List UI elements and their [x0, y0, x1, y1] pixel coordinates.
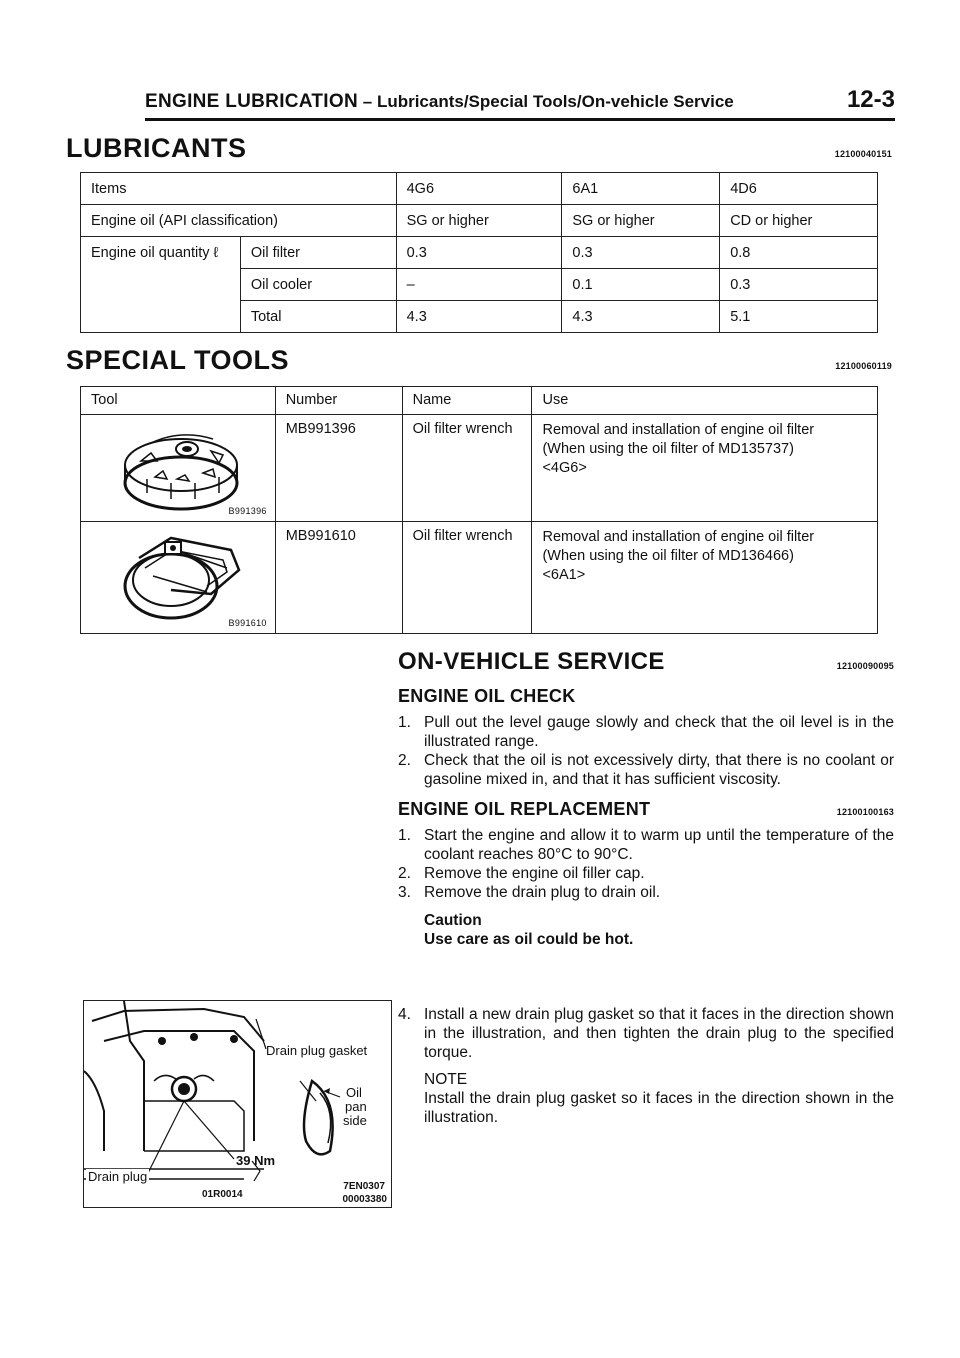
figure-code-left: 01R0014 [202, 1189, 243, 1200]
torque-label: 39 Nm [236, 1153, 276, 1168]
table-cell: Oil filter wrench [402, 415, 532, 522]
table-cell: 4.3 [396, 301, 562, 333]
table-cell: Oil cooler [240, 269, 396, 301]
special-tools-title: SPECIAL TOOLS [66, 345, 290, 375]
step-number: 1. [398, 714, 411, 731]
oil-replacement-code: 12100100163 [836, 807, 894, 817]
oil-replacement-steps-cont [398, 1005, 894, 1062]
tool-use-line: Removal and installation of engine oil filter [542, 422, 815, 438]
oil-filter-wrench-band-icon [111, 528, 251, 628]
table-cell: 0.8 [720, 237, 878, 269]
figure-code-right-1: 7EN0307 [343, 1181, 385, 1192]
table-row [81, 205, 878, 237]
list-item [398, 1005, 894, 1062]
step-number: 2. [398, 752, 411, 769]
table-row [81, 522, 878, 634]
table-cell: Tool [81, 387, 276, 415]
drain-plug-figure [83, 1000, 392, 1208]
oil-label: Oil [346, 1085, 362, 1100]
special-tools-code: 12100060119 [835, 361, 892, 371]
lubricants-table [80, 172, 878, 333]
special-tools-table [80, 386, 878, 634]
tool-image-cell [81, 415, 276, 522]
tool-image-code: B991396 [228, 506, 267, 516]
list-item [398, 751, 894, 789]
table-cell: 0.3 [720, 269, 878, 301]
tool-image-cell [81, 522, 276, 634]
table-cell: Oil filter [240, 237, 396, 269]
lubricants-heading [66, 133, 892, 164]
table-cell: MB991610 [275, 522, 402, 634]
table-row [81, 237, 878, 269]
page-number: 12-3 [846, 86, 895, 113]
tool-use-line: <6A1> [542, 567, 586, 583]
table-cell: Engine oil (API classification) [81, 205, 397, 237]
table-cell: Items [81, 173, 397, 205]
table-cell: 0.1 [562, 269, 720, 301]
figure-code-right-2: 00003380 [342, 1194, 387, 1205]
list-item [398, 883, 894, 902]
header-section: ENGINE LUBRICATION [145, 91, 358, 112]
step-text: Remove the engine oil filler cap. [424, 865, 645, 882]
oil-check-title: ENGINE OIL CHECK [398, 686, 576, 706]
oil-replacement-heading [398, 799, 894, 820]
table-cell: – [396, 269, 562, 301]
note-title: NOTE [424, 1071, 468, 1088]
tool-use-line: (When using the oil filter of MD135737) [542, 441, 794, 457]
special-tools-heading [66, 345, 892, 376]
table-cell: 6A1 [562, 173, 720, 205]
drain-plug-label: Drain plug [88, 1169, 148, 1184]
on-vehicle-service-title: ON-VEHICLE SERVICE [398, 648, 665, 675]
pan-label: pan [345, 1099, 367, 1114]
table-row [81, 387, 878, 415]
step-text: Pull out the level gauge slowly and check that the oil level is in the illustrated range. [424, 714, 894, 750]
step-number: 4. [398, 1006, 411, 1023]
header-subtitle: Lubricants/Special Tools/On-vehicle Service [376, 92, 734, 111]
table-row [81, 173, 878, 205]
table-cell: Number [275, 387, 402, 415]
list-item [398, 826, 894, 864]
tool-image-code: B991610 [228, 618, 267, 628]
page-header [145, 86, 895, 121]
table-row [81, 415, 878, 522]
lubricants-code: 12100040151 [834, 149, 892, 159]
oil-replacement-steps [398, 826, 894, 902]
table-cell: 4D6 [720, 173, 878, 205]
step-number: 2. [398, 865, 411, 882]
table-cell: 0.3 [396, 237, 562, 269]
table-cell: 5.1 [720, 301, 878, 333]
tool-use-line: <4G6> [542, 460, 587, 476]
table-cell: Use [532, 387, 878, 415]
list-item [398, 864, 894, 883]
table-cell: 4.3 [562, 301, 720, 333]
oil-replacement-step4-section [398, 1005, 894, 1127]
step-text: Install a new drain plug gasket so that it faces in the direction shown in the illustration, and then tighten the drain plug to the specified torque. [424, 1006, 894, 1061]
drain-plug-gasket-label: Drain plug gasket [266, 1043, 368, 1058]
list-item [398, 713, 894, 751]
on-vehicle-service-section [398, 648, 894, 949]
table-cell [532, 415, 878, 522]
table-cell: 0.3 [562, 237, 720, 269]
table-cell [532, 522, 878, 634]
table-cell: CD or higher [720, 205, 878, 237]
on-vehicle-service-code: 12100090095 [836, 661, 894, 671]
table-cell: 4G6 [396, 173, 562, 205]
table-cell: SG or higher [562, 205, 720, 237]
table-cell: Name [402, 387, 532, 415]
step-text: Check that the oil is not excessively dirty, that there is no coolant or gasoline mixed in, and that it has sufficient viscosity. [424, 752, 894, 788]
oil-check-steps [398, 713, 894, 789]
on-vehicle-service-heading [398, 648, 894, 676]
tool-use-line: Removal and installation of engine oil filter [542, 529, 815, 545]
lubricants-title: LUBRICANTS [66, 133, 247, 163]
table-cell: SG or higher [396, 205, 562, 237]
side-label: side [343, 1113, 367, 1128]
step-number: 1. [398, 827, 411, 844]
table-cell: Total [240, 301, 396, 333]
tool-use-line: (When using the oil filter of MD136466) [542, 548, 794, 564]
step-text: Remove the drain plug to drain oil. [424, 884, 661, 901]
note-text: Install the drain plug gasket so it faces in the direction shown in the illustration. [424, 1090, 894, 1126]
table-cell: Engine oil quantity ℓ [81, 237, 241, 333]
oil-filter-wrench-cap-icon [111, 421, 251, 516]
header-dash: – [362, 92, 373, 111]
step-text: Start the engine and allow it to warm up until the temperature of the coolant reaches 80°C to 90°C. [424, 827, 894, 863]
caution-title: Caution [424, 912, 482, 929]
table-cell: Oil filter wrench [402, 522, 532, 634]
oil-replacement-title: ENGINE OIL REPLACEMENT [398, 799, 651, 819]
table-cell: MB991396 [275, 415, 402, 522]
header-title [145, 91, 734, 113]
caution-text: Use care as oil could be hot. [424, 931, 634, 948]
step-number: 3. [398, 884, 411, 901]
